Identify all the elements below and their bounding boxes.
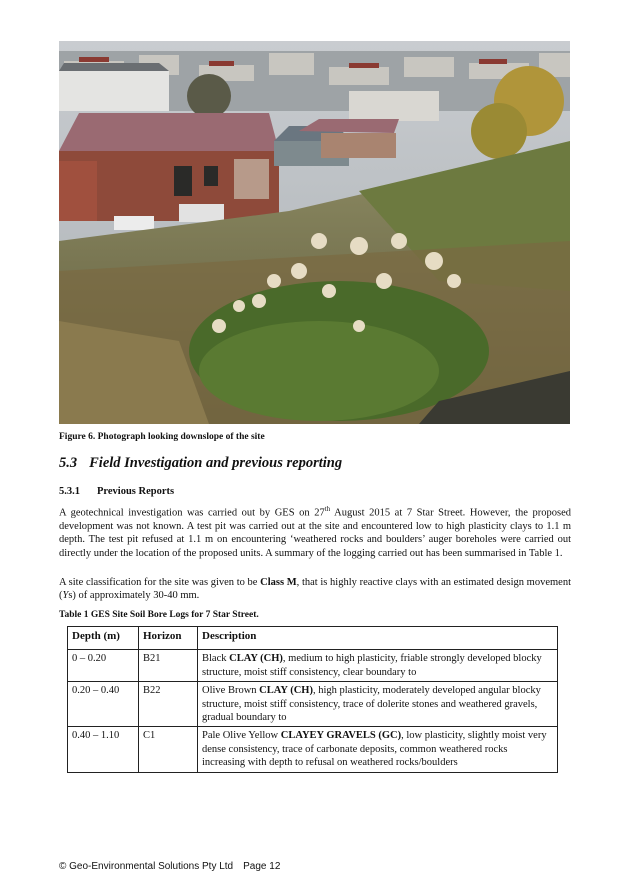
description-text: Pale Olive Yellow — [202, 730, 281, 742]
copyright-text: © Geo-Environmental Solutions Pty Ltd — [59, 861, 234, 872]
paragraph-text: s) of approximately 30-40 mm. — [68, 590, 200, 602]
paragraph-text: A site classification for the site was given to be — [59, 577, 261, 588]
depth-cell: 0 – 0.20 — [68, 650, 139, 682]
page-footer — [59, 861, 280, 872]
table-header-row — [68, 627, 558, 650]
figure-caption: Figure 6. Photograph looking downslope of the site — [59, 432, 265, 442]
paragraph-site-classification — [59, 576, 571, 603]
subsection-heading — [59, 486, 174, 497]
description-text: , high plasticity, moderately developed angular blocky structure, moist stiff consistency, trace of dolerite stones and weathered gravels, gradual boundary to — [202, 685, 541, 724]
description-text: Black — [202, 653, 230, 665]
site-class: Class M — [260, 577, 297, 588]
depth-cell: 0.40 – 1.10 — [68, 727, 139, 772]
header-description: Description — [198, 627, 558, 650]
description-cell — [198, 682, 558, 727]
soil-type: CLAY (CH) — [229, 653, 283, 665]
description-cell — [198, 727, 558, 772]
section-heading — [59, 455, 342, 472]
subsection-number: 5.3.1 — [59, 486, 80, 497]
header-depth: Depth (m) — [68, 627, 139, 650]
horizon-cell: B21 — [139, 650, 198, 682]
table-row — [68, 650, 558, 682]
table-row — [68, 682, 558, 727]
table-caption: Table 1 GES Site Soil Bore Logs for 7 Star Street. — [59, 610, 259, 620]
table-row — [68, 727, 558, 772]
section-number: 5.3 — [59, 455, 78, 471]
section-title: Field Investigation and previous reporting — [89, 455, 343, 471]
paragraph-text: , that is highly reactive clays with an estimated design movement ( — [59, 577, 571, 602]
site-photograph — [59, 41, 570, 424]
ordinal-superscript: th — [324, 505, 331, 513]
soil-bore-log-table — [67, 626, 558, 773]
description-text: , low plasticity, slightly moist very dense consistency, trace of carbonate deposits, common weathered rocks increasing with depth to refusal on weathered rocks/boulders — [202, 730, 547, 769]
description-cell — [198, 650, 558, 682]
paragraph-text: August 2015 at 7 Star Street. However, the proposed development was not known. A test pit was carried out at the site and encountered low to high plasticity clays to 1.1 m depth. The test pit refused at 1.1 m on encountering ‘weathered rocks and boulders’ auger boreholes were carried out directly under the location of the proposed units. A summary of the logging carried out has been summarised in Table 1. — [59, 507, 572, 559]
description-text: Olive Brown — [202, 685, 260, 697]
subsection-title: Previous Reports — [97, 486, 175, 497]
soil-type: CLAYEY GRAVELS (GC) — [280, 730, 402, 742]
paragraph-previous-reports — [59, 503, 571, 560]
soil-type: CLAY (CH) — [259, 685, 313, 697]
depth-cell: 0.20 – 0.40 — [68, 682, 139, 727]
paragraph-text: A geotechnical investigation was carried out by GES on 27 — [59, 507, 325, 519]
horizon-cell: B22 — [139, 682, 198, 727]
movement-symbol: Y — [62, 590, 69, 602]
header-horizon: Horizon — [139, 627, 198, 650]
description-text: , medium to high plasticity, friable strongly developed blocky structure, moist stiff consistency, clear boundary to — [202, 653, 542, 678]
horizon-cell: C1 — [139, 727, 198, 772]
page-number: Page 12 — [243, 861, 281, 872]
